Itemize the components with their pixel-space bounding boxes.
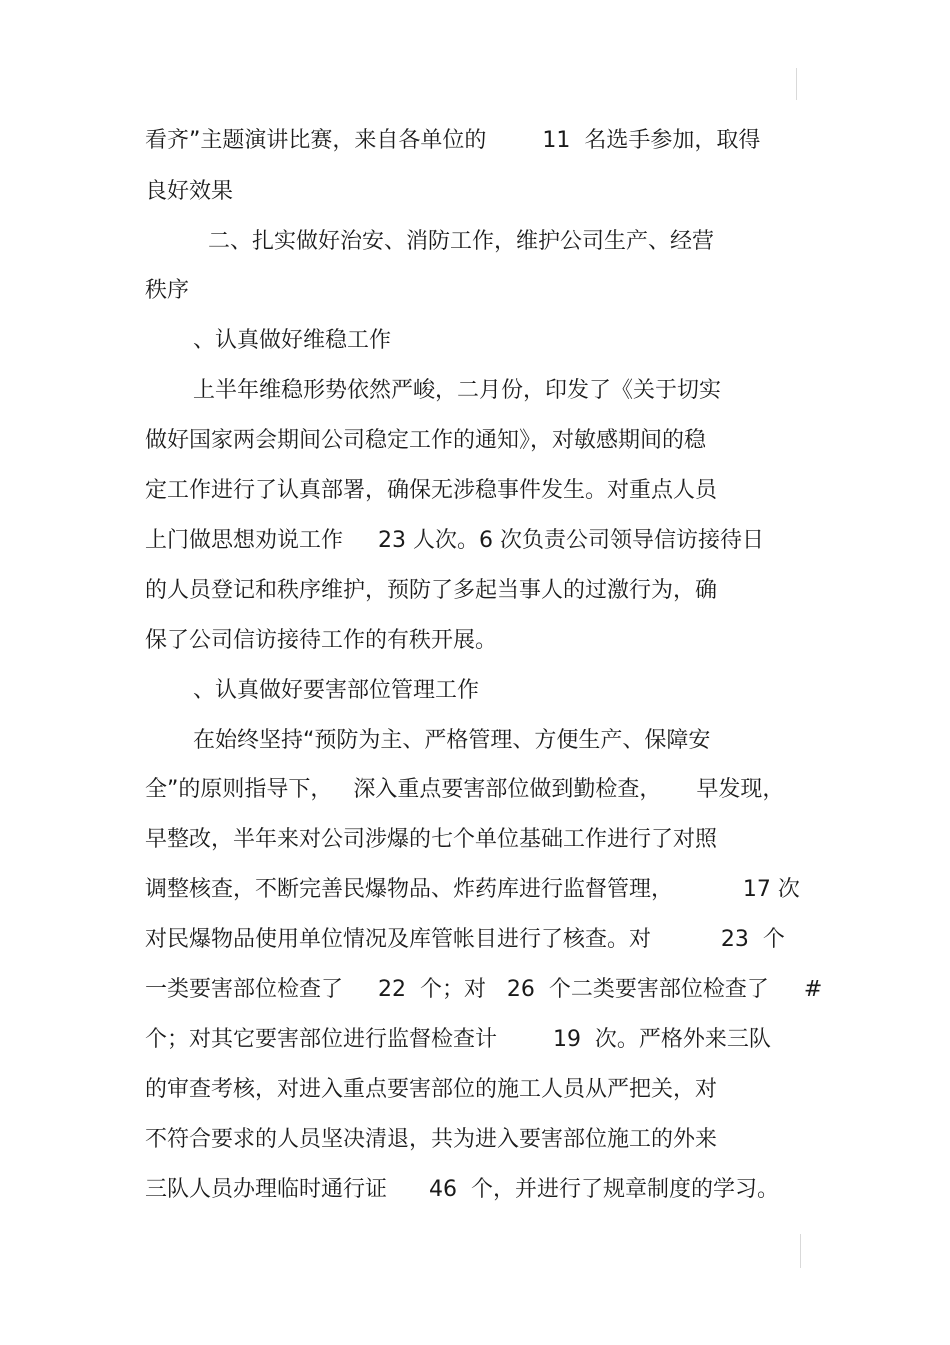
text-line-7: 做好国家两会期间公司稳定工作的通知》，对敏感期间的稳 (145, 428, 707, 453)
text-line-20: 的审查考核，对进入重点要害部位的施工人员从严把关，对 (145, 1077, 718, 1102)
text-line-10: 的人员登记和秩序维护，预防了多起当事人的过激行为，确 (145, 578, 718, 603)
text-line-17: 对民爆物品使用单位情况及库管帐目进行了核查。对 23 个 (145, 927, 785, 952)
text-line-1: 看齐”主题演讲比赛，来自各单位的 11 名选手参加，取得 (145, 128, 761, 153)
section-heading-2-cont: 秩序 (145, 278, 190, 303)
text-line-16: 调整核查，不断完善民爆物品、炸药库进行监督管理， 17 次 (145, 877, 800, 902)
page-edge-mark-bottom (800, 1234, 801, 1268)
subsection-heading-key-areas: 、认真做好要害部位管理工作 (193, 678, 480, 703)
text-line-18: 一类要害部位检查了 22 个；对 26 个二类要害部位检查了 # (145, 977, 823, 1002)
text-line-2: 良好效果 (145, 179, 234, 204)
text-line-15: 早整改，半年来对公司涉爆的七个单位基础工作进行了对照 (145, 827, 718, 852)
subsection-heading-stability: 、认真做好维稳工作 (193, 328, 392, 353)
text-line-6: 上半年维稳形势依然严峻，二月份，印发了《关于切实 (193, 378, 722, 403)
section-heading-2: 二、扎实做好治安、消防工作，维护公司生产、经营 (208, 229, 715, 254)
text-line-14: 全”的原则指导下， 深入重点要害部位做到勤检查， 早发现， (145, 777, 785, 802)
text-line-19: 个；对其它要害部位进行监督检查计 19 次。严格外来三队 (145, 1027, 771, 1052)
text-line-11: 保了公司信访接待工作的有秩开展。 (145, 628, 498, 653)
text-line-22: 三队人员办理临时通行证 46 个，并进行了规章制度的学习。 (145, 1177, 779, 1202)
text-line-21: 不符合要求的人员坚决清退，共为进入要害部位施工的外来 (145, 1127, 718, 1152)
page-edge-mark-top (796, 68, 797, 100)
text-line-8: 定工作进行了认真部署，确保无涉稳事件发生。对重点人员 (145, 478, 718, 503)
text-line-13: 在始终坚持“预防为主、严格管理、方便生产、保障安 (193, 728, 711, 753)
text-line-9: 上门做思想劝说工作 23 人次。6 次负责公司领导信访接待日 (145, 528, 764, 553)
